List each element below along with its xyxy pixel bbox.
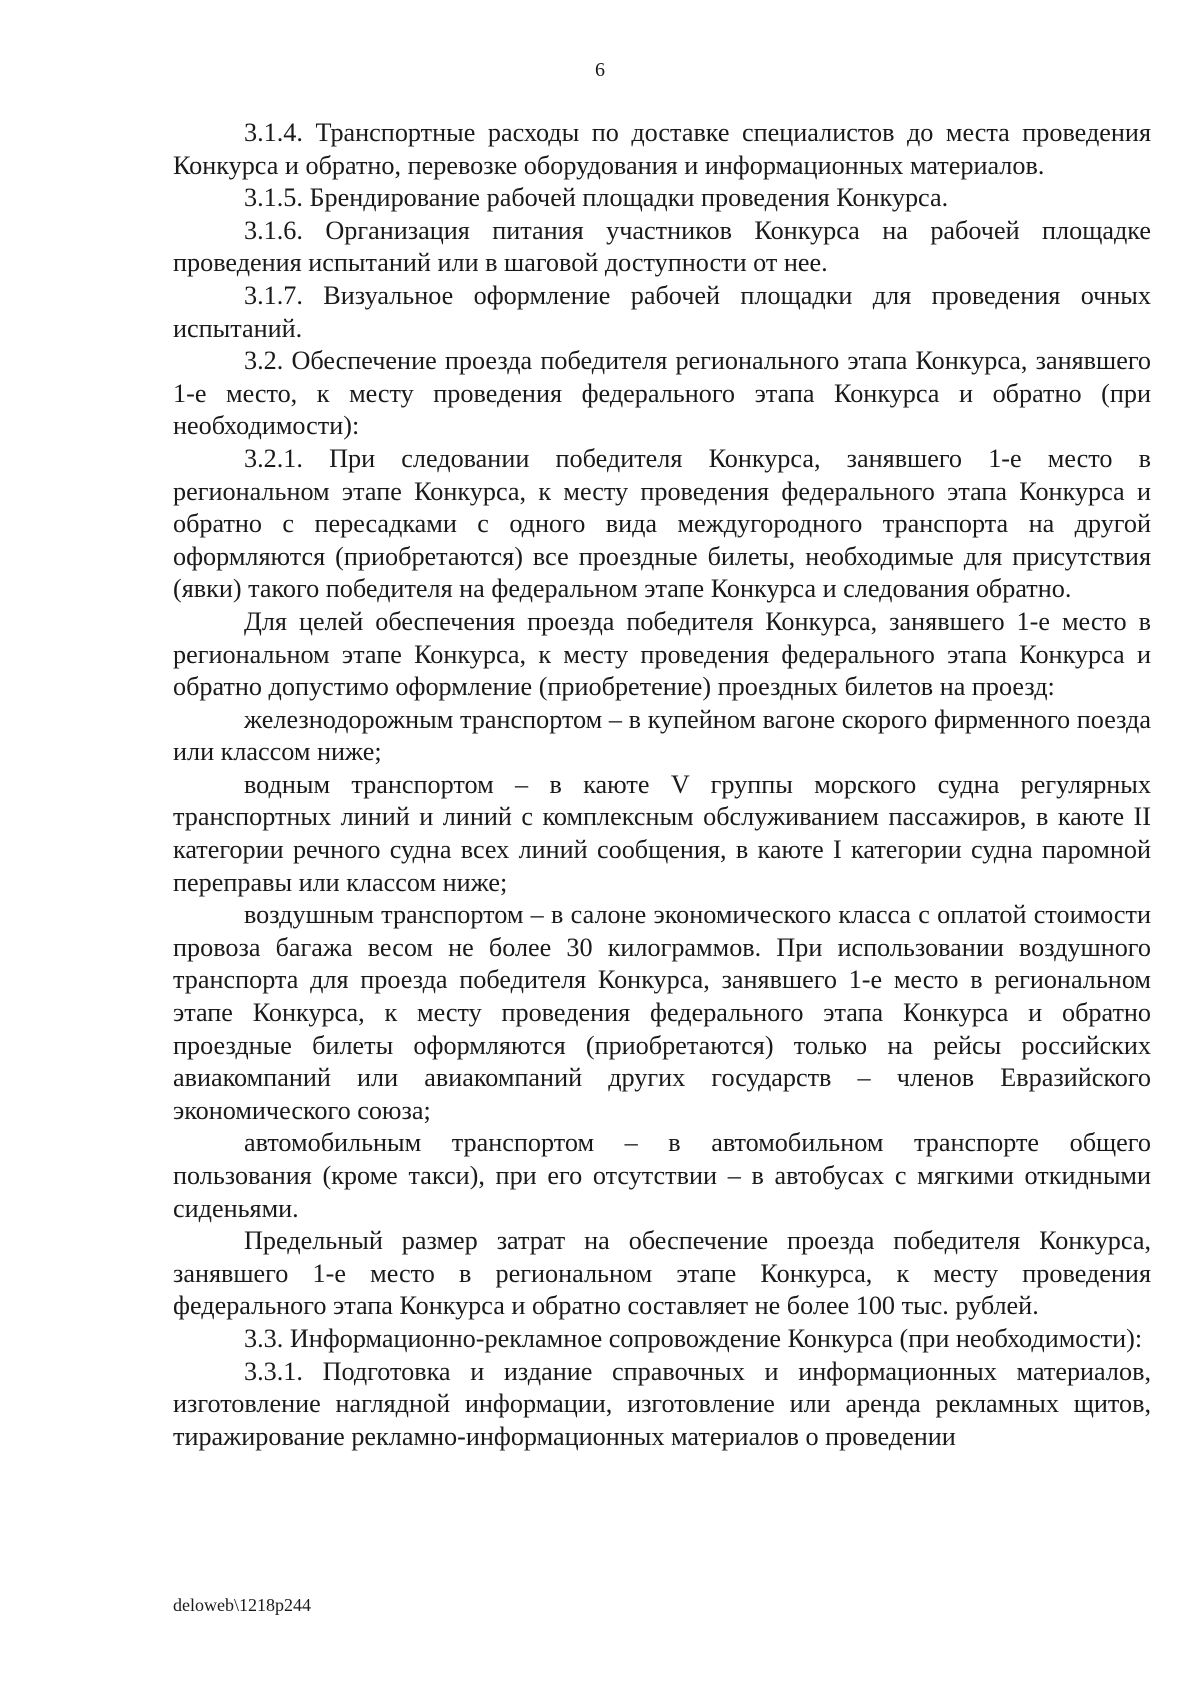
- paragraph-3-1-5: 3.1.5. Брендирование рабочей площадки проведения Конкурса.: [244, 183, 949, 213]
- document-body: [173, 117, 1151, 1453]
- paragraph-water-transport: водным транспортом – в каюте V группы морского судна регулярных транспортных линий и линий с комплексным обслуживанием пассажиров, в каюте II категории речного судна всех линий сообщения, в каюте I категории судна паромной переправы или классом ниже;: [173, 769, 1151, 897]
- paragraph-3-2: 3.2. Обеспечение проезда победителя регионального этапа Конкурса, занявшего 1-е место, к месту проведения федерального этапа Конкурса и обратно (при необходимости):: [173, 346, 1151, 441]
- paragraph-cost-limit: Предельный размер затрат на обеспечение проезда победителя Конкурса, занявшего 1-е место в региональном этапе Конкурса, к месту проведения федерального этапа Конкурса и обратно составляет не более 100 тыс. рублей.: [173, 1226, 1151, 1321]
- paragraph-road-transport: автомобильным транспортом – в автомобильном транспорте общего пользования (кроме такси), при его отсутствии – в автобусах с мягкими откидными сиденьями.: [173, 1128, 1151, 1223]
- paragraph-3-3-1: 3.3.1. Подготовка и издание справочных и информационных материалов, изготовление наглядной информации, изготовление или аренда рекламных щитов, тиражирование рекламно-информационных материалов о проведении: [173, 1356, 1151, 1451]
- paragraph-travel-purposes: Для целей обеспечения проезда победителя Конкурса, занявшего 1-е место в региональном этапе Конкурса, к месту проведения федерального этапа Конкурса и обратно допустимо оформление (приобретение) проездных билетов на проезд:: [173, 606, 1151, 702]
- page-number: 6: [595, 59, 605, 81]
- paragraph-3-1-7: 3.1.7. Визуальное оформление рабочей площадки для проведения очных испытаний.: [173, 280, 1151, 343]
- paragraph-3-1-6: 3.1.6. Организация питания участников Конкурса на рабочей площадке проведения испытаний или в шаговой доступности от нее.: [173, 215, 1151, 278]
- paragraph-air-transport: воздушным транспортом – в салоне экономического класса с оплатой стоимости провоза багажа весом не более 30 килограммов. При использовании воздушного транспорта для проезда победителя Конкурса, занявшего 1-е место в региональном этапе Конкурса, к месту проведения федерального этапа Конкурса и обратно проездные билеты оформляются (приобретаются) только на рейсы российских авиакомпаний или авиакомпаний других государств – членов Евразийского экономического союза;: [173, 900, 1151, 1125]
- document-footer-code: deloweb\1218р244: [173, 1595, 311, 1615]
- paragraph-rail-transport: железнодорожным транспортом – в купейном вагоне скорого фирменного поезда или классом ниже;: [173, 704, 1151, 767]
- paragraph-3-3: 3.3. Информационно-рекламное сопровождение Конкурса (при необходимости):: [244, 1323, 1143, 1353]
- paragraph-3-2-1: 3.2.1. При следовании победителя Конкурса, занявшего 1-е место в региональном этапе Конкурса, к месту проведения федерального этапа Конкурса и обратно с пересадками с одного вида междугородного транспорта на другой оформляются (приобретаются) все проездные билеты, необходимые для присутствия (явки) такого победителя на федеральном этапе Конкурса и следования обратно.: [173, 443, 1151, 604]
- paragraph-3-1-4: 3.1.4. Транспортные расходы по доставке специалистов до места проведения Конкурса и обратно, перевозке оборудования и информационных материалов.: [173, 118, 1151, 180]
